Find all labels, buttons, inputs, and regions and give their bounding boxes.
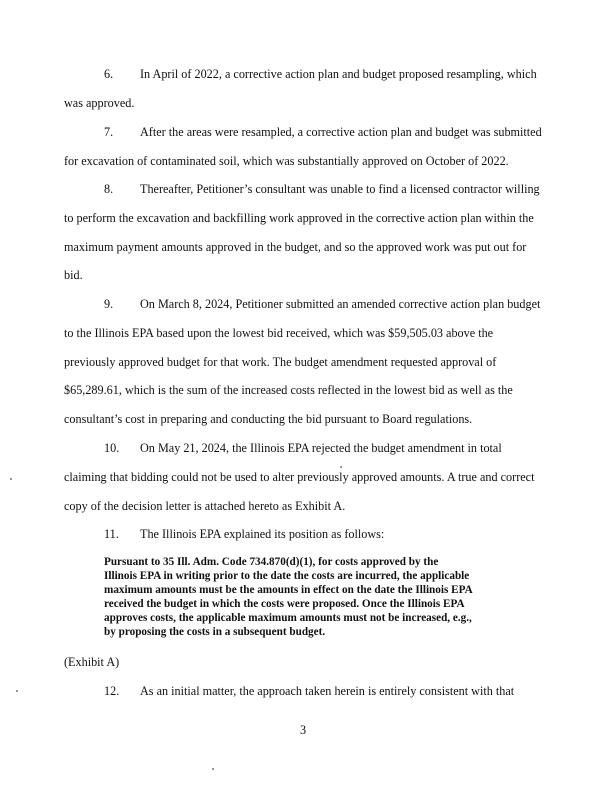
paragraph-6-number: 6. [104,67,114,81]
scan-speck [212,768,214,770]
paragraph-11-line-1: The Illinois EPA explained its position as follows: [140,527,385,541]
page-number: 3 [300,723,307,737]
paragraph-9-line-5: consultant’s cost in preparing and conducting the bid pursuant to Board regulations. [64,412,473,426]
paragraph-10-line-3: copy of the decision letter is attached hereto as Exhibit A. [64,499,346,513]
paragraph-6-line-2: was approved. [64,96,135,110]
paragraph-10-number: 10. [104,441,120,455]
quote-line-4: received the budget in which the costs were proposed. Once the Illinois EPA [104,598,465,610]
paragraph-9-line-1: On March 8, 2024, Petitioner submitted an amended corrective action plan budget [140,297,541,311]
paragraph-8-line-2: to perform the excavation and backfilling work approved in the corrective action plan within the [64,211,534,225]
citation: (Exhibit A) [64,655,120,669]
quote-line-3: maximum amounts must be the amounts in effect on the date the Illinois EPA [104,584,473,596]
quote-line-6: by proposing the costs in a subsequent budget. [104,626,326,638]
quote-line-1: Pursuant to 35 Ill. Adm. Code 734.870(d)(1), for costs approved by the [104,556,439,568]
paragraph-10-line-1: On May 21, 2024, the Illinois EPA rejected the budget amendment in total [140,441,502,455]
paragraph-8-line-3: maximum payment amounts approved in the budget, and so the approved work was put out for [64,240,527,254]
paragraph-7-number: 7. [104,125,114,139]
paragraph-9-line-2: to the Illinois EPA based upon the lowest bid received, which was $59,505.03 above the [64,326,494,340]
scan-speck [340,466,342,468]
paragraph-10-line-2: claiming that bidding could not be used to alter previously approved amounts. A true and correct [64,470,535,484]
paragraph-6-line-1: In April of 2022, a corrective action plan and budget proposed resampling, which [140,67,537,81]
paragraph-7-line-1: After the areas were resampled, a corrective action plan and budget was submitted [140,125,542,139]
paragraph-12-line-1: As an initial matter, the approach taken herein is entirely consistent with that [140,684,515,698]
scan-speck [10,478,12,480]
paragraph-12-number: 12. [104,684,120,698]
paragraph-8-number: 8. [104,182,114,196]
paragraph-9-number: 9. [104,297,114,311]
quote-line-2: Illinois EPA in writing prior to the date the costs are incurred, the applicable [104,570,470,582]
paragraph-8-line-4: bid. [64,268,83,282]
paragraph-8-line-1: Thereafter, Petitioner’s consultant was unable to find a licensed contractor willing [140,182,540,196]
paragraph-7-line-2: for excavation of contaminated soil, which was substantially approved on October of 2022. [64,154,509,168]
paragraph-9-line-3: previously approved budget for that work. The budget amendment requested approval of [64,355,497,369]
quote-line-5: approves costs, the applicable maximum amounts must not be increased, e.g., [104,612,472,624]
scan-speck [16,690,18,692]
paragraph-11-number: 11. [104,527,119,541]
paragraph-9-line-4: $65,289.61, which is the sum of the increased costs reflected in the lowest bid as well as the [64,383,513,397]
